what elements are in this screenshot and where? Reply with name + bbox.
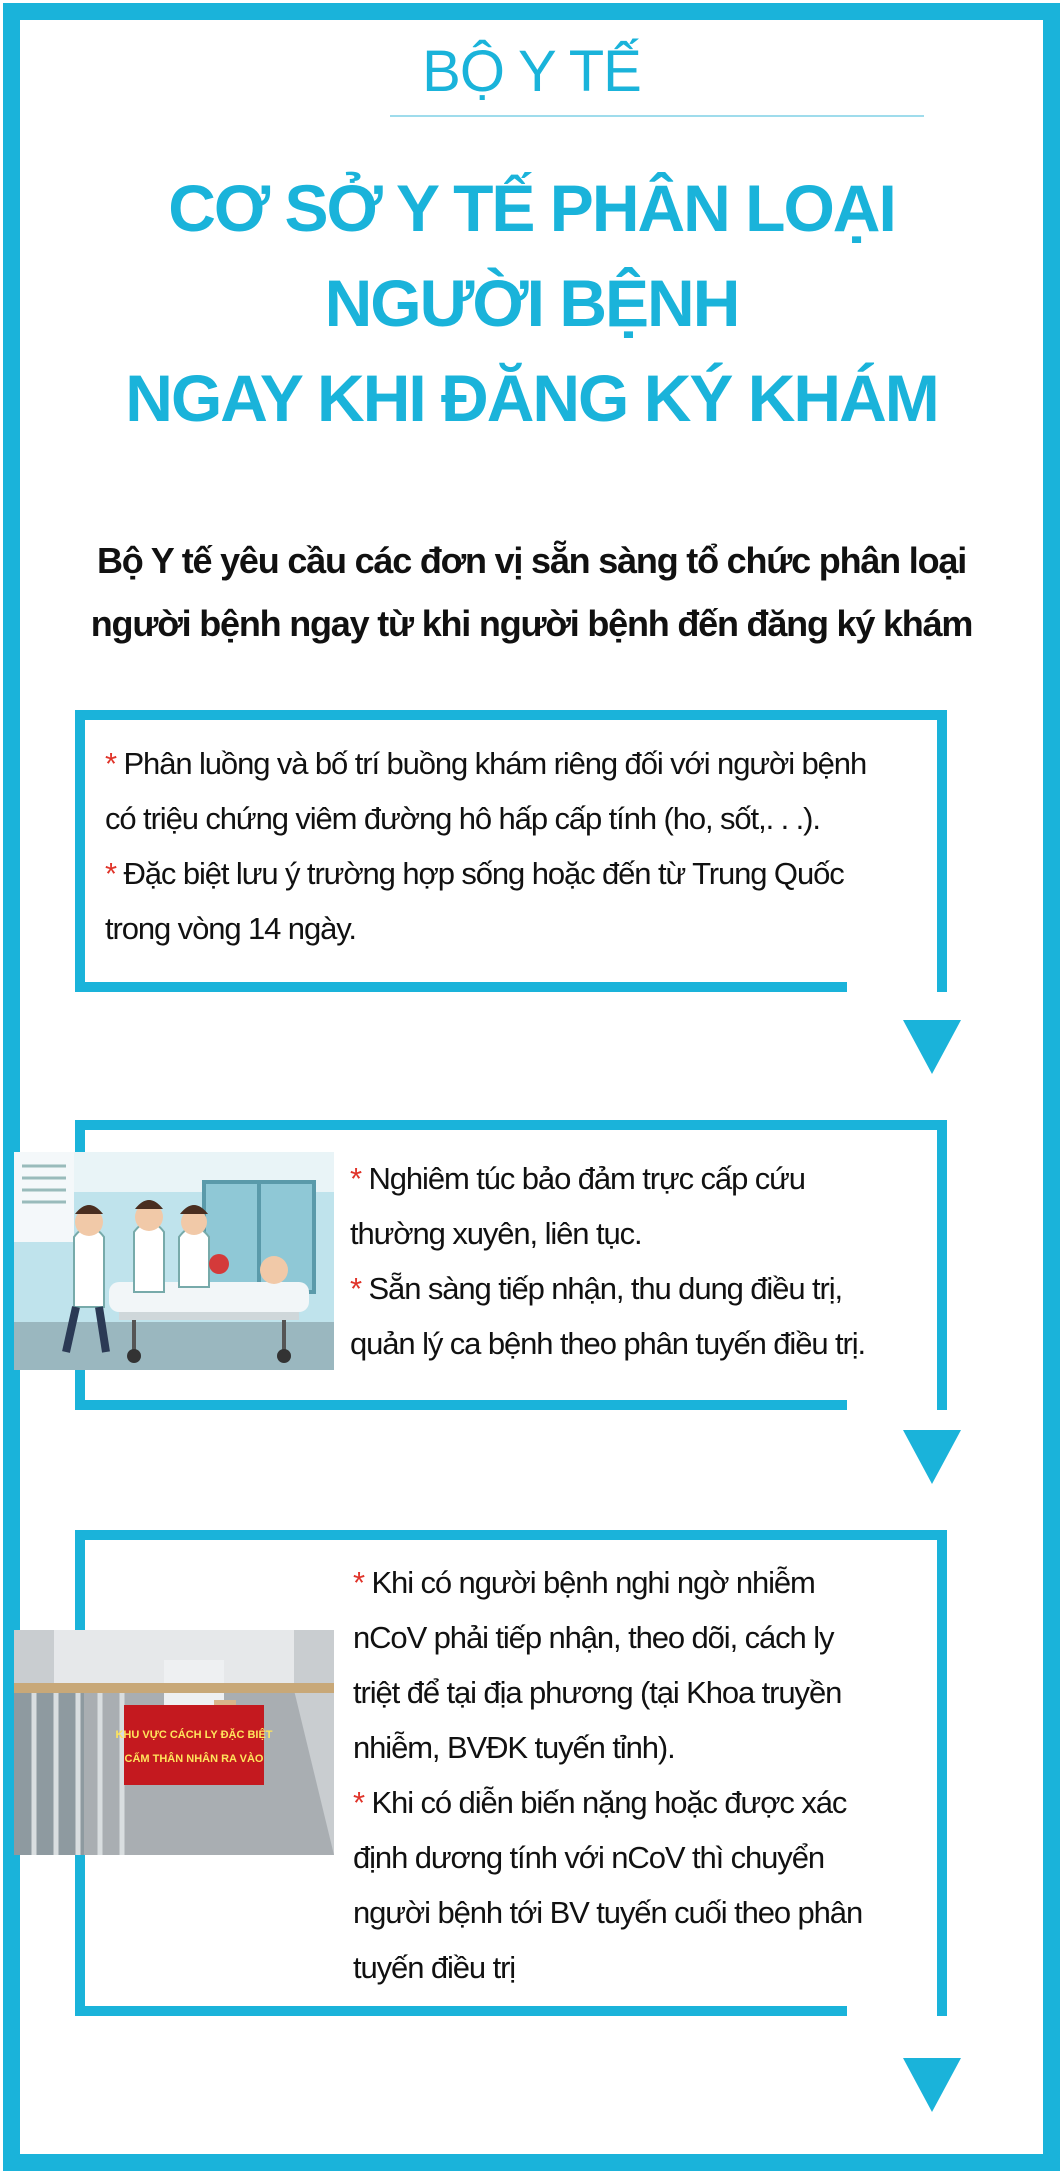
step-3-box-bottom: [75, 2006, 847, 2016]
bullet-asterisk: *: [350, 1161, 369, 1196]
hospital-staff-illustration: [14, 1152, 334, 1370]
step-3-line-1: * Khi có người bệnh nghi ngờ nhiễm: [353, 1565, 815, 1600]
brand-name: BỘ Y TẾ: [422, 39, 641, 104]
step-1-line-1: * Phân luồng và bố trí buồng khám riêng đối với người bệnh: [105, 746, 867, 781]
step-2-line-1: * Nghiêm túc bảo đảm trực cấp cứu: [350, 1161, 805, 1196]
step-2-line-2: thường xuyên, liên tục.: [350, 1216, 642, 1251]
bullet-asterisk: *: [105, 746, 124, 781]
step-2-down-arrow: [903, 1430, 961, 1484]
step-1-line-4: trong vòng 14 ngày.: [105, 911, 356, 946]
title-line-1: CƠ SỞ Y TẾ PHÂN LOẠI: [168, 171, 895, 245]
step-1-line-2: có triệu chứng viêm đường hô hấp cấp tính (ho, sốt,. . .).: [105, 801, 820, 836]
step-2-box-bottom: [75, 1400, 847, 1410]
step-3-line-6: định dương tính với nCoV thì chuyển: [353, 1840, 824, 1875]
step-3-line-4: nhiễm, BVĐK tuyến tỉnh).: [353, 1730, 675, 1765]
isolation-ward-photo: [14, 1630, 334, 1855]
step-3-line-3: triệt để tại địa phương (tại Khoa truyền: [353, 1675, 842, 1710]
lead-line-1: Bộ Y tế yêu cầu các đơn vị sẵn sàng tổ chức phân loại: [96, 540, 966, 581]
title-line-2: NGƯỜI BỆNH: [324, 266, 739, 340]
step-3-down-arrow: [903, 2058, 961, 2112]
step-3-line-5: * Khi có diễn biến nặng hoặc được xác: [353, 1785, 847, 1820]
step-2-line-4: quản lý ca bệnh theo phân tuyến điều trị.: [350, 1326, 866, 1361]
lead-line-2: người bệnh ngay từ khi người bệnh đến đăng ký khám: [90, 603, 973, 644]
bullet-asterisk: *: [350, 1271, 369, 1306]
title-line-3: NGAY KHI ĐĂNG KÝ KHÁM: [125, 361, 938, 435]
step-3-line-8: tuyến điều trị: [353, 1950, 516, 1985]
isolation-sign-line-2: CẤM THÂN NHÂN RA VÀO: [124, 1753, 264, 1765]
step-3-line-7: người bệnh tới BV tuyến cuối theo phân: [353, 1895, 863, 1930]
step-1-down-arrow: [903, 1020, 961, 1074]
isolation-sign-line-1: KHU VỰC CÁCH LY ĐẶC BIỆT: [115, 1729, 273, 1741]
bullet-asterisk: *: [105, 856, 124, 891]
brand-divider: [390, 115, 924, 117]
bullet-asterisk: *: [353, 1785, 372, 1820]
step-2-line-3: * Sẵn sàng tiếp nhận, thu dung điều trị,: [350, 1271, 843, 1306]
bullet-asterisk: *: [353, 1565, 372, 1600]
step-3-line-2: nCoV phải tiếp nhận, theo dõi, cách ly: [353, 1620, 834, 1655]
step-1-box-bottom: [75, 982, 847, 992]
step-1-line-3: * Đặc biệt lưu ý trường hợp sống hoặc đến từ Trung Quốc: [105, 856, 844, 891]
